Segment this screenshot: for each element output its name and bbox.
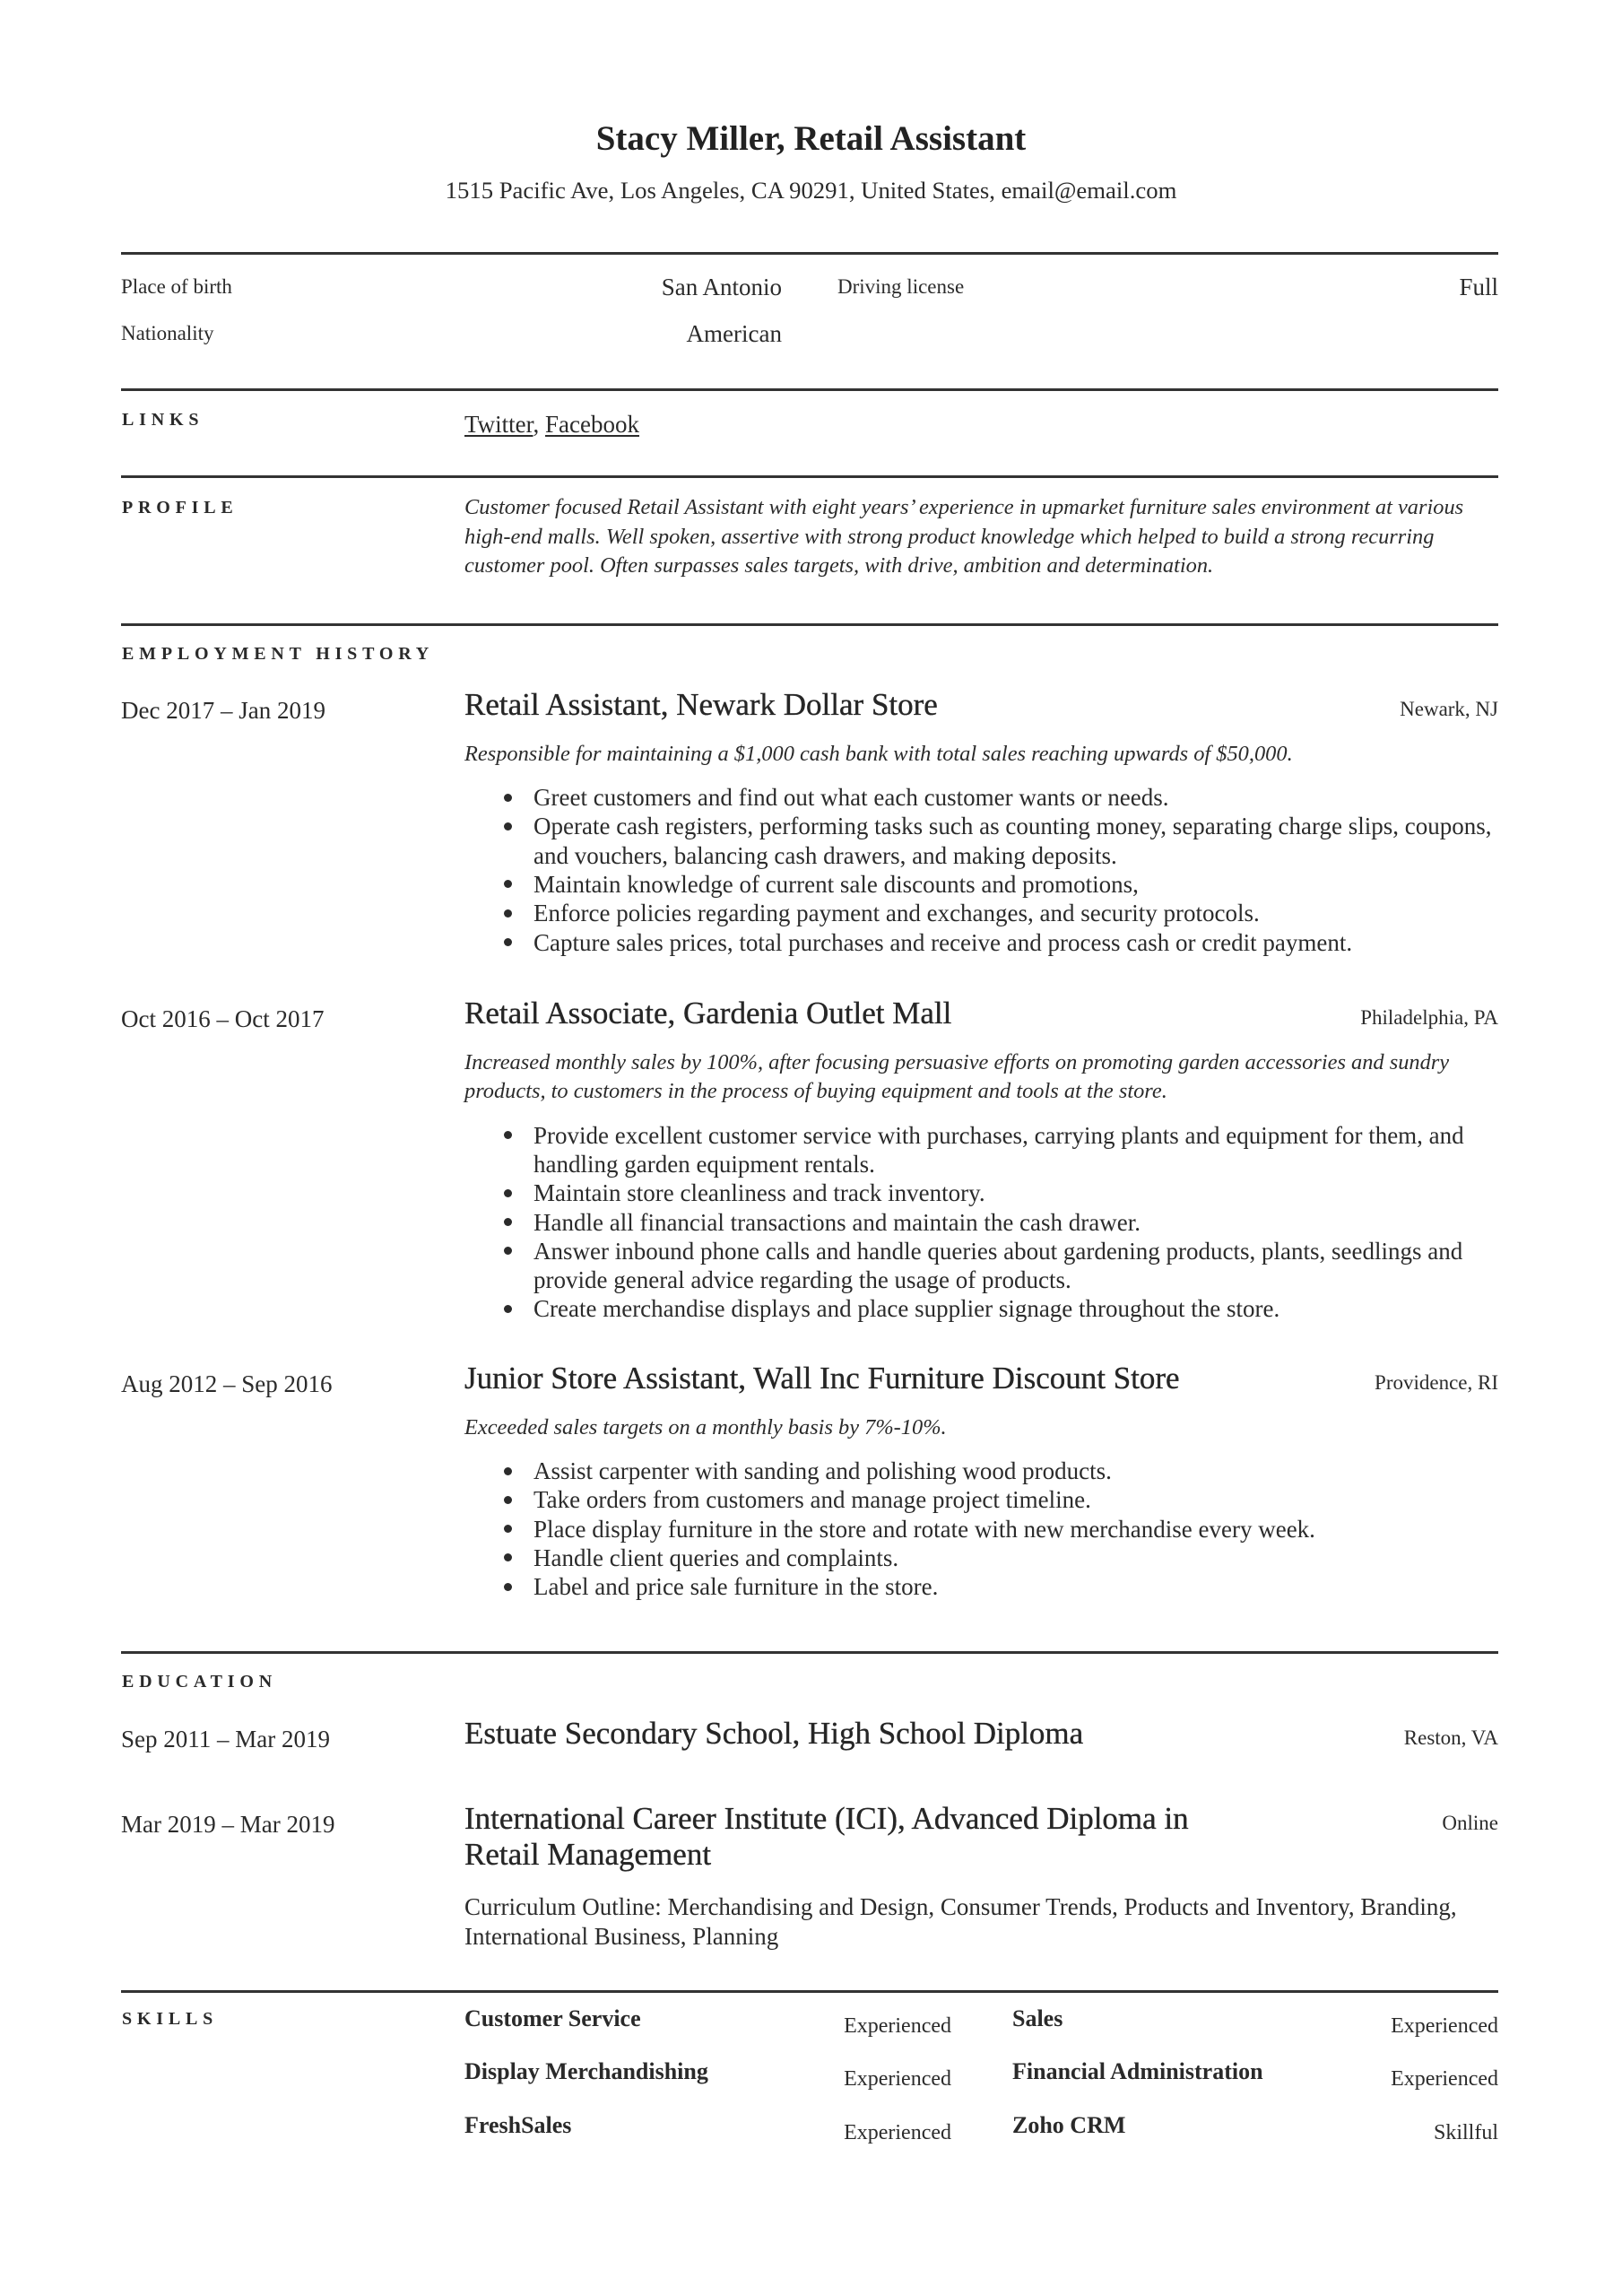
- responsibility-item: Provide excellent customer service with purchases, carrying plants and equipment for them, and handling garden equipment rentals.: [464, 1121, 1502, 1179]
- education-entry: [121, 1716, 1502, 1752]
- place-of-birth-value: San Antonio: [661, 274, 782, 300]
- profile-summary: Customer focused Retail Assistant with eight years’ experience in upmarket furniture sales environment at various high-end malls. Well spoken, assertive with strong product knowledge which helped to build a strong recurring customer pool. Often surpasses sales targets, with drive, ambition and determination.: [464, 495, 1464, 578]
- job-title: Retail Assistant, Newark Dollar Store: [464, 687, 938, 722]
- employment-history-heading: EMPLOYMENT HISTORY: [122, 644, 434, 664]
- responsibility-item: Take orders from customers and manage project timeline.: [464, 1485, 1502, 1514]
- driving-license-label: Driving license: [837, 275, 965, 298]
- skill-name: Financial Administration: [1012, 2058, 1263, 2084]
- section-divider: [121, 388, 1498, 391]
- responsibility-item: Answer inbound phone calls and handle queries about gardening products, plants, seedlings and provide general advice regarding the usage of products.: [464, 1237, 1502, 1295]
- skill-level: Experienced: [844, 2067, 951, 2091]
- section-divider: [121, 475, 1498, 478]
- job-entry: [121, 996, 1502, 1324]
- job-description: Exceeded sales targets on a monthly basis by 7%-10%.: [464, 1414, 947, 1439]
- section-divider: [121, 1990, 1498, 1993]
- skill-name: Sales: [1012, 2005, 1063, 2031]
- education-heading: EDUCATION: [122, 1672, 277, 1692]
- section-divider: [121, 1651, 1498, 1654]
- responsibility-item: Handle client queries and complaints.: [464, 1544, 1502, 1572]
- links-separator: ,: [533, 411, 546, 438]
- responsibility-item: Handle all financial transactions and maintain the cash drawer.: [464, 1208, 1502, 1237]
- place-of-birth-label: Place of birth: [121, 275, 232, 298]
- responsibility-item: Maintain store cleanliness and track inventory.: [464, 1178, 1502, 1207]
- links-heading: LINKS: [122, 410, 204, 430]
- job-responsibilities: [464, 1121, 1502, 1324]
- education-description: Curriculum Outline: Merchandising and Design, Consumer Trends, Products and Inventory, Branding, International Business, Planning: [464, 1893, 1457, 1950]
- education-title: Estuate Secondary School, High School Diploma: [464, 1716, 1084, 1751]
- skill-level: Experienced: [1391, 2067, 1498, 2091]
- links-list: [464, 408, 639, 440]
- responsibility-item: Enforce policies regarding payment and exchanges, and security protocols.: [464, 899, 1502, 927]
- education-entry: [121, 1801, 1502, 1951]
- job-dates: Oct 2016 – Oct 2017: [121, 1005, 325, 1032]
- job-description: Increased monthly sales by 100%, after focusing persuasive efforts on promoting garden accessories and sundry products, to customers in the process of buying equipment and tools at the store.: [464, 1049, 1450, 1104]
- responsibility-item: Create merchandise displays and place supplier signage throughout the store.: [464, 1294, 1502, 1323]
- nationality-value: American: [686, 320, 782, 347]
- skill-level: Experienced: [1391, 2014, 1498, 2038]
- job-dates: Aug 2012 – Sep 2016: [121, 1370, 333, 1397]
- education-location: Online: [1442, 1812, 1498, 1834]
- responsibility-item: Assist carpenter with sanding and polishing wood products.: [464, 1457, 1502, 1485]
- job-location: Newark, NJ: [1400, 698, 1498, 720]
- job-entry: [121, 1361, 1502, 1602]
- contact-line: 1515 Pacific Ave, Los Angeles, CA 90291, United States, email@email.com: [445, 177, 1177, 204]
- skills-heading: SKILLS: [122, 2009, 219, 2029]
- skill-name: Zoho CRM: [1012, 2112, 1126, 2138]
- responsibility-item: Operate cash registers, performing tasks such as counting money, separating charge slips, coupons, and vouchers, balancing cash drawers, and making deposits.: [464, 812, 1502, 870]
- driving-license-value: Full: [1459, 274, 1498, 300]
- name-title: Stacy Miller, Retail Assistant: [595, 119, 1027, 158]
- responsibility-item: Greet customers and find out what each customer wants or needs.: [464, 783, 1502, 812]
- job-title: Retail Associate, Gardenia Outlet Mall: [464, 996, 952, 1031]
- twitter-link[interactable]: Twitter: [464, 411, 533, 438]
- job-responsibilities: [464, 1457, 1502, 1601]
- job-location: Philadelphia, PA: [1360, 1006, 1498, 1029]
- responsibility-item: Place display furniture in the store and rotate with new merchandise every week.: [464, 1515, 1502, 1544]
- job-description: Responsible for maintaining a $1,000 cash bank with total sales reaching upwards of $50,000.: [464, 741, 1293, 766]
- skill-name: Display Merchandishing: [464, 2058, 708, 2084]
- section-divider: [121, 252, 1498, 255]
- profile-heading: PROFILE: [122, 498, 239, 517]
- job-dates: Dec 2017 – Jan 2019: [121, 697, 325, 724]
- job-responsibilities: [464, 783, 1502, 957]
- education-dates: Sep 2011 – Mar 2019: [121, 1726, 330, 1752]
- facebook-link[interactable]: Facebook: [545, 411, 639, 438]
- skill-name: FreshSales: [464, 2112, 572, 2138]
- skill-level: Experienced: [844, 2014, 951, 2038]
- skill-level: Experienced: [844, 2121, 951, 2144]
- job-location: Providence, RI: [1375, 1371, 1498, 1394]
- education-dates: Mar 2019 – Mar 2019: [121, 1811, 335, 1838]
- job-title: Junior Store Assistant, Wall Inc Furniture Discount Store: [464, 1361, 1180, 1396]
- section-divider: [121, 623, 1498, 626]
- skill-level: Skillful: [1433, 2121, 1498, 2144]
- job-entry: [121, 687, 1502, 957]
- education-location: Reston, VA: [1403, 1726, 1498, 1749]
- skill-name: Customer Service: [464, 2005, 641, 2031]
- responsibility-item: Label and price sale furniture in the store.: [464, 1572, 1502, 1601]
- education-title: International Career Institute (ICI), Advanced Diploma in Retail Management: [464, 1801, 1189, 1872]
- responsibility-item: Maintain knowledge of current sale discounts and promotions,: [464, 870, 1502, 899]
- responsibility-item: Capture sales prices, total purchases and receive and process cash or credit payment.: [464, 928, 1502, 957]
- nationality-label: Nationality: [121, 322, 214, 344]
